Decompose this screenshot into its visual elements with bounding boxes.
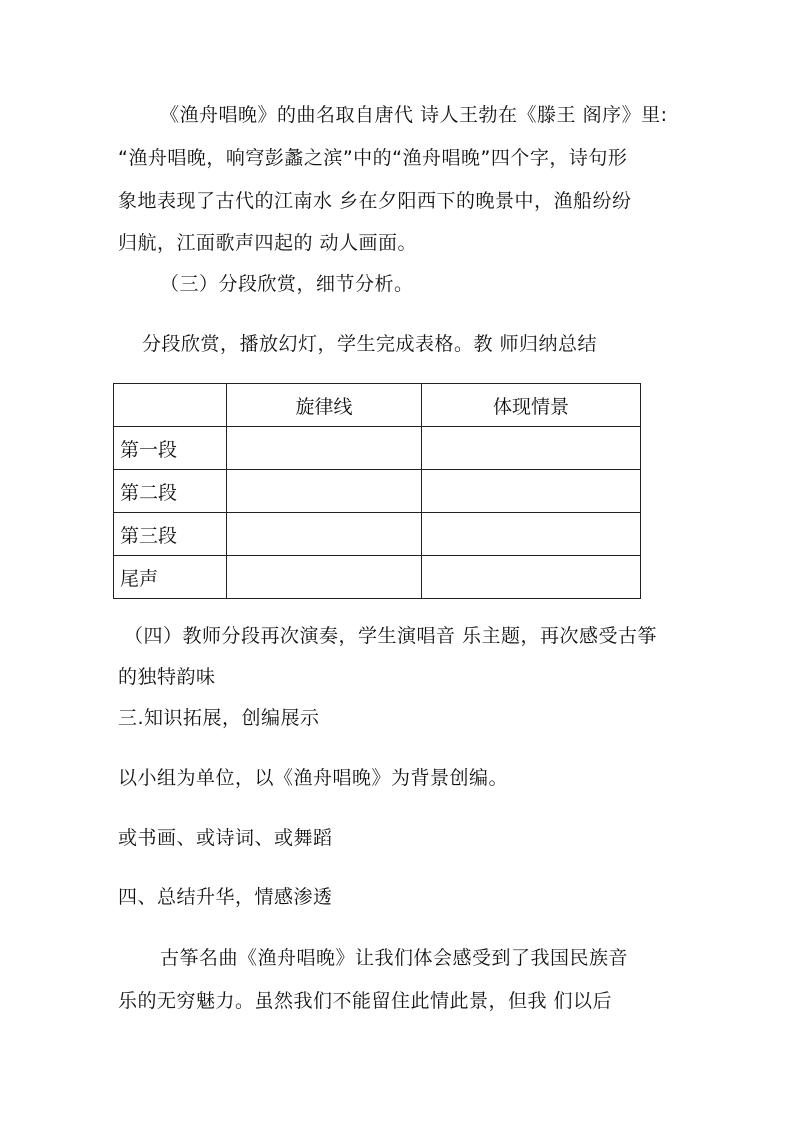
table-row [114, 427, 641, 470]
section-heading: （四）教师分段再次演奏，学生演唱音 乐主题，再次感受古筝 [124, 625, 658, 647]
table-header-cell: 体现情景 [422, 384, 641, 427]
table-header-cell [114, 384, 227, 427]
row-label: 第二段 [114, 470, 227, 513]
paragraph-line: 象地表现了古代的江南水 乡在夕阳西下的晚景中，渔船纷纷 [118, 190, 632, 212]
table-cell[interactable] [227, 427, 422, 470]
table-cell[interactable] [227, 513, 422, 556]
table-cell[interactable] [227, 470, 422, 513]
paragraph-line: 归航，江面歌声四起的 动人画面。 [118, 232, 418, 254]
row-label: 尾声 [114, 556, 227, 599]
table-header-row [114, 384, 641, 427]
row-label: 第三段 [114, 513, 227, 556]
table-header-cell: 旋律线 [227, 384, 422, 427]
section-heading: 四、总结升华，情感渗透 [118, 886, 333, 908]
table-row [114, 556, 641, 599]
table-row [114, 470, 641, 513]
segment-table [113, 383, 641, 599]
table-row [114, 513, 641, 556]
section-heading: 三.知识拓展，创编展示 [118, 707, 320, 729]
table-cell[interactable] [422, 513, 641, 556]
paragraph-line: 以小组为单位，以《渔舟唱晚》为背景创编。 [118, 767, 509, 789]
table-cell[interactable] [422, 556, 641, 599]
paragraph-line: “渔舟唱晚，响穹彭蠡之滨”中的“渔舟唱晚”四个字，诗句形 [118, 147, 628, 169]
section-heading: （三）分段欣赏，细节分析。 [160, 273, 414, 295]
row-label: 第一段 [114, 427, 227, 470]
paragraph-line: 或书画、或诗词、或舞蹈 [118, 827, 333, 849]
paragraph-line: 分段欣赏，播放幻灯，学生完成表格。教 师归纳总结 [142, 333, 598, 355]
paragraph-line: 的独特韵味 [118, 666, 216, 688]
paragraph-line: 古筝名曲《渔舟唱晚》让我们体会感受到了我国民族音 [160, 947, 629, 969]
table-cell[interactable] [422, 427, 641, 470]
paragraph-line: 《渔舟唱晚》的曲名取自唐代 诗人王勃在《滕王 阁序》里: [160, 104, 668, 126]
paragraph-line: 乐的无穷魅力。虽然我们不能留住此情此景，但我 们以后 [118, 990, 613, 1012]
table-cell[interactable] [422, 470, 641, 513]
table-cell[interactable] [227, 556, 422, 599]
